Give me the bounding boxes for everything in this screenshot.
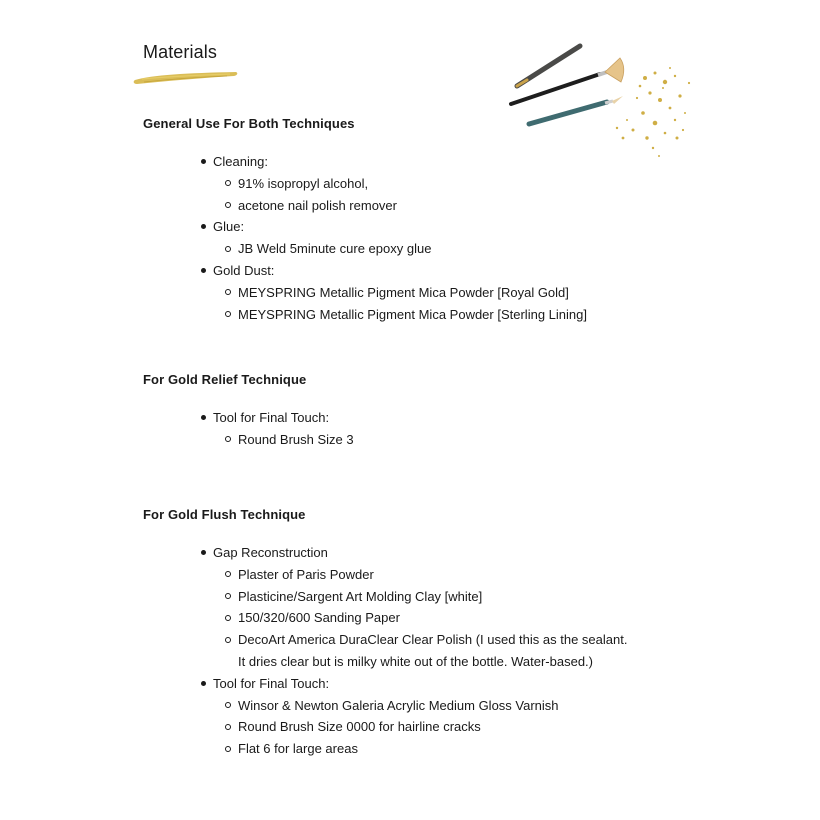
list-item	[213, 542, 703, 673]
subitem: 91% isopropyl alcohol,	[238, 173, 703, 195]
item-list	[143, 151, 703, 325]
brush-icon	[517, 46, 580, 86]
subitem: MEYSPRING Metallic Pigment Mica Powder [Sterling Lining]	[238, 304, 703, 326]
subitem-list	[213, 173, 703, 217]
section-gold-flush	[143, 507, 703, 760]
item-list	[143, 407, 703, 451]
subitem-list	[213, 282, 703, 326]
section-heading: For Gold Flush Technique	[143, 507, 306, 522]
subitem: Plaster of Paris Powder	[238, 564, 703, 586]
subitem-list	[213, 564, 703, 673]
list-item	[213, 216, 703, 260]
page-title: Materials	[143, 42, 217, 62]
item-label: Tool for Final Touch:	[213, 407, 703, 429]
item-label: Glue:	[213, 216, 703, 238]
list-item	[213, 673, 703, 760]
section-heading: General Use For Both Techniques	[143, 116, 355, 131]
section-gold-relief	[143, 372, 703, 451]
item-label: Gap Reconstruction	[213, 542, 703, 564]
subitem: Plasticine/Sargent Art Molding Clay [white]	[238, 586, 703, 608]
list-item	[213, 260, 703, 325]
list-item	[213, 407, 703, 451]
subitem: Winsor & Newton Galeria Acrylic Medium Gloss Varnish	[238, 695, 703, 717]
subitem-list	[213, 238, 703, 260]
subitem: JB Weld 5minute cure epoxy glue	[238, 238, 703, 260]
item-label: Cleaning:	[213, 151, 703, 173]
section-heading: For Gold Relief Technique	[143, 372, 307, 387]
subitem: 150/320/600 Sanding Paper	[238, 607, 703, 629]
section-general-use	[143, 116, 703, 325]
item-label: Tool for Final Touch:	[213, 673, 703, 695]
subitem: DecoArt America DuraClear Clear Polish (I used this as the sealant. It dries clear but is milky white out of the bottle. Water-based.)	[238, 629, 628, 673]
item-label: Gold Dust:	[213, 260, 703, 282]
subitem: Round Brush Size 0000 for hairline cracks	[238, 716, 703, 738]
item-list	[143, 542, 703, 760]
subitem-list	[213, 695, 703, 760]
subitem-list	[213, 429, 703, 451]
gold-brushstroke-decoration	[132, 66, 242, 88]
list-item	[213, 151, 703, 216]
subitem: MEYSPRING Metallic Pigment Mica Powder [Royal Gold]	[238, 282, 703, 304]
subitem: acetone nail polish remover	[238, 195, 703, 217]
subitem: Round Brush Size 3	[238, 429, 703, 451]
subitem: Flat 6 for large areas	[238, 738, 703, 760]
